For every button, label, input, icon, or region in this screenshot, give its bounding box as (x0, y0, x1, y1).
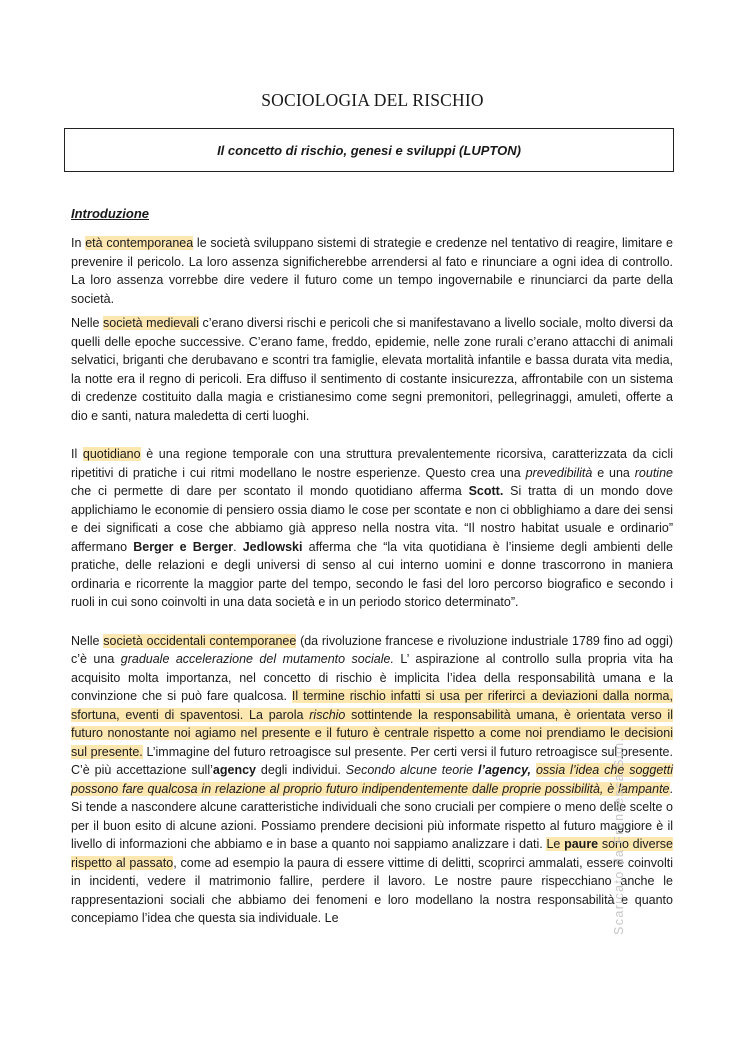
highlight: Le paure sono diverse rispetto al passato (71, 837, 673, 870)
subtitle-text: Il concetto di rischio, genesi e sviluppi (LUPTON) (217, 142, 521, 158)
paragraph-societa-medievali: Nelle società medievali c’erano diversi rischi e pericoli che si manifestavano a livello sociale, molto diversi da quelli delle epoche successive. C’erano fame, freddo, epidemie, nelle zone rurali c’erano attacchi di animali selvatici, briganti che derubavano e scontri tra famiglie, elevata mortalità infantile e bassa durata vita media, la notte era il regno di pericoli. Era diffuso il sentimento di costante insicurezza, affrontabile con un sistema di credenze costituito dalla magia e cristianesimo come segni premonitori, pellegrinaggi, amuleti, offerte a dio e santi, natura maledetta di certi luoghi. (71, 316, 673, 423)
section-heading: Introduzione (71, 206, 149, 221)
highlight: età contemporanea (85, 236, 194, 250)
document-title: SOCIOLOGIA DEL RISCHIO (261, 90, 484, 110)
watermark: Scaricato da Francesca Sun... (612, 726, 626, 935)
highlight: società occidentali contemporanee (103, 633, 297, 648)
highlight: quotidiano (82, 447, 141, 461)
highlight: Il termine rischio infatti si usa per riferirci a deviazioni dalla norma, sfortuna, eventi di spaventosi. La parola (71, 689, 673, 722)
highlight: società medievali (103, 316, 199, 330)
highlight: ossia l’idea che soggetti possono fare qualcosa in relazione al proprio futuro indipendentemente dalle proprie possibilità, è lampante (71, 763, 674, 796)
paragraph-quotidiano: Il quotidiano è una regione temporale con una struttura prevalentemente ricorsiva, caratterizzata da cicli ripetitivi di pratiche i cui ritmi modellano le nostre esperienze. Questo crea una prevedibilità e una routine che ci permette di dare per scontato il mondo quotidiano afferma Scott. Si tratta di un mondo dove applichiamo le economie di pensiero ossia diamo le cose per scontate e non ci obblighiamo a dare dei sensi e dei significati a cose che abbiamo già appreso nella nostra vita. “Il nostro habitat usuale e ordinario” affermano Berger e Berger. Jedlowski afferma che “la vita quotidiana è l’insieme degli ambienti delle pratiche, delle relazioni e degli universi di senso al cui interno uomini e donne trascorrono in maniera ordinaria e ricorrente la maggior parte del tempo, secondo le fasi del loro percorso biografico e secondo i ruoli in cui sono coinvolti in una data società e in un periodo storico determinato”. (71, 447, 674, 609)
subtitle-box (64, 128, 674, 172)
paragraph-societa-occidentali: Nelle società occidentali contemporanee (da rivoluzione francese e rivoluzione industriale 1789 fino ad oggi) c’è una graduale accelerazione del mutamento sociale. L’ aspirazione al controllo sulla propria vita ha acquisito molta importanza, nel concetto di rischio è implicita l’idea della responsabilità umana e la convinzione che si può fare qualcosa. Il termine rischio infatti si usa per riferirci a deviazioni dalla norma, sfortuna, eventi di spaventosi. La parola rischio sottintende la responsabilità umana, è orientata verso il futuro nonostante noi agiamo nel presente e il futuro è centrale rispetto a come noi prendiamo le decisioni sul presente. L’immagine del futuro retroagisce sul presente. Per certi versi il futuro retroagisce sul presente. C’è più accettazione sull’agency degli individui. Secondo alcune teorie l’agency, ossia l’idea che soggetti possono fare qualcosa in relazione al proprio futuro indipendentemente dalle proprie possibilità, è lampante. Si tende a nascondere alcune caratteristiche individuali che sono cruciali per compiere o meno delle scelte o per il buon esito di alcune azioni. Possiamo prendere decisioni più informate rispetto al futuro maggiore è il livello di informazioni che abbiamo e in base a quanto noi sappiamo analizzare i dati. Le paure sono diverse rispetto al passato, come ad esempio la paura di essere vittime di delitti, scoprirci ammalati, essere coinvolti in incidenti, vedere il matrimonio fallire, perdere il lavoro. Le nostre paure rispecchiano anche le rappresentazioni sociali che abbiamo dei fenomeni e loro modellano la nostra responsabilità e quanto concepiamo l’idea che questa sia individuale. Le (71, 633, 674, 925)
document-body (71, 234, 673, 934)
paragraph-eta-contemporanea: In età contemporanea le società sviluppano sistemi di strategie e credenze nel tentativo di reagire, limitare e prevenire il pericolo. La loro assenza significherebbe arrendersi al fato e rinunciare a ogni idea di controllo. La loro assenza vorrebbe dire vedere il futuro come un tempo ingovernabile e rinunciarci da parte della società. (71, 236, 673, 306)
highlight: sottintende la responsabilità umana, è orientata verso il futuro nonostante noi agiamo nel presente e il futuro è centrale rispetto a come noi prendiamo le decisioni sul presente. (71, 707, 673, 759)
